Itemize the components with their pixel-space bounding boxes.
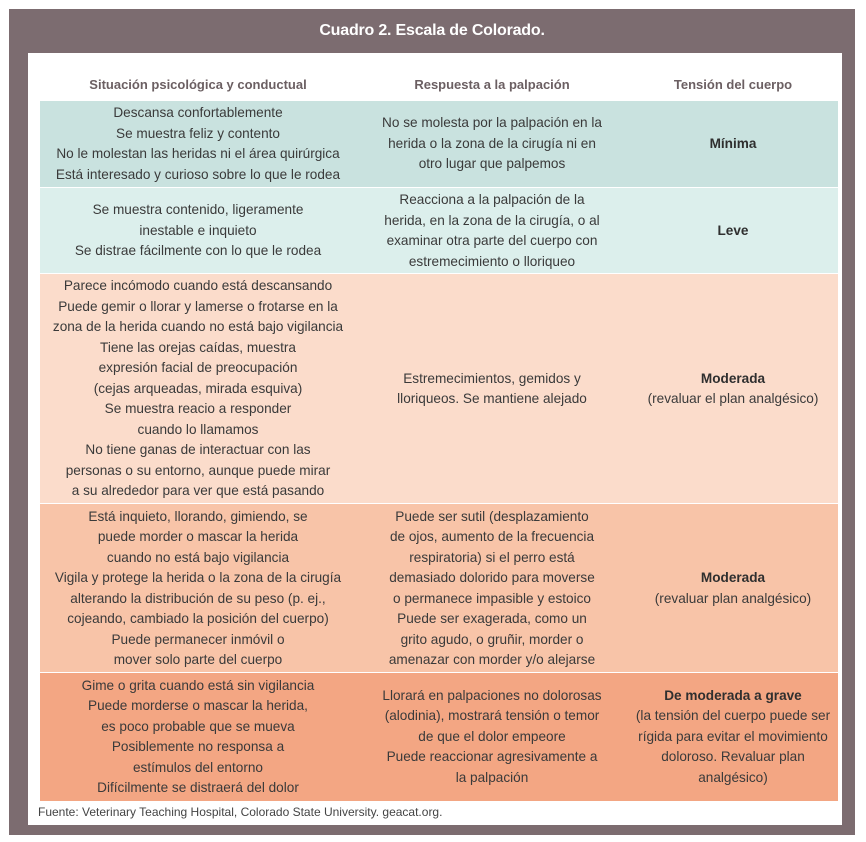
- table-frame: [9, 9, 855, 835]
- tension-level: Leve: [717, 222, 749, 238]
- tension-level: Mínima: [709, 135, 757, 151]
- table-header: [40, 68, 838, 101]
- row-palpation: Estremecimientos, gemidos y lloriqueos. Se mantiene alejado: [397, 370, 587, 406]
- row-tension: [628, 369, 838, 410]
- row-palpation: Puede ser sutil (desplazamiento de ojos, aumento de la frecuencia respiratoria) si el perro está demasiado dolorido para moverse o permanece impasible y estoico Puede ser exagerada, como un grito agudo, o gruñir, morder o amenazar con morder y/o alejarse: [388, 508, 596, 667]
- table-row: [40, 503, 838, 673]
- row-tension: [628, 568, 838, 609]
- header-situation: Situación psicológica y conductual: [89, 77, 307, 92]
- tension-level: De moderada a grave: [664, 687, 802, 703]
- header-palpation: Respuesta a la palpación: [414, 77, 570, 92]
- table-panel: [28, 53, 842, 825]
- source-footnote: Fuente: Veterinary Teaching Hospital, Colorado State University. geacat.org.: [38, 805, 443, 819]
- header-tension: Tensión del cuerpo: [673, 77, 793, 92]
- row-palpation: Reacciona a la palpación de la herida, en la zona de la cirugía, o al examinar otra parte del cuerpo con estremecimiento o lloriqueo: [384, 192, 600, 269]
- tension-note: (revaluar plan analgésico): [654, 590, 812, 606]
- row-situation: Descansa confortablemente Se muestra feliz y contento No le molestan las heridas ni el área quirúrgica Está interesado y curioso sobre lo que le rodea: [55, 105, 341, 182]
- tension-level: Moderada: [700, 570, 766, 585]
- table-row: [40, 187, 838, 274]
- row-palpation: Llorará en palpaciones no dolorosas (alodinia), mostrará tensión o temor de que el dolor empeore Puede reaccionar agresivamente a la palpación: [382, 687, 602, 785]
- row-tension: [628, 134, 838, 155]
- row-palpation: No se molesta por la palpación en la herida o la zona de la cirugía ni en otro lugar que palpemos: [382, 115, 602, 172]
- tension-level: Moderada: [700, 370, 766, 386]
- tension-note: (revaluar el plan analgésico): [647, 391, 819, 406]
- row-situation: Parece incómodo cuando está descansando Puede gemir o llorar y lamerse o frotarse en la zona de la herida cuando no está bajo vigilancia Tiene las orejas caídas, muestra expresión facial de preocupación (cejas arqueadas, mirada esquiva) Se muestra reacio a responder cuando lo llamamos No tiene ganas de interactuar con las personas o su entorno, aunque puede mirar a su alrededor para ver que está pasando: [52, 278, 344, 499]
- table-row: [40, 273, 838, 504]
- row-situation: Gime o grita cuando está sin vigilancia Puede morderse o mascar la herida, es poco probable que se mueva Posiblemente no responsa a estímulos del entorno Difícilmente se distraerá del dolor: [81, 677, 315, 795]
- table-title: Cuadro 2. Escala de Colorado.: [319, 22, 545, 39]
- tension-note: (la tensión del cuerpo puede ser rígida para evitar el movimiento doloroso. Revaluar plan analgésico): [635, 708, 831, 785]
- row-situation: Está inquieto, llorando, gimiendo, se puede morder o mascar la herida cuando no está bajo vigilancia Vigila y protege la herida o la zona de la cirugía alterando la distribución de su peso (p. ej., cojeando, cambiado la posición del cuerpo) Puede permanecer inmóvil o mover solo parte del cuerpo: [54, 508, 342, 667]
- row-situation: Se muestra contenido, ligeramente inestable e inquieto Se distrae fácilmente con lo que le rodea: [74, 202, 322, 259]
- table-row: [40, 672, 838, 801]
- row-tension: [628, 686, 838, 789]
- row-tension: [628, 221, 838, 242]
- table-row: [40, 101, 838, 187]
